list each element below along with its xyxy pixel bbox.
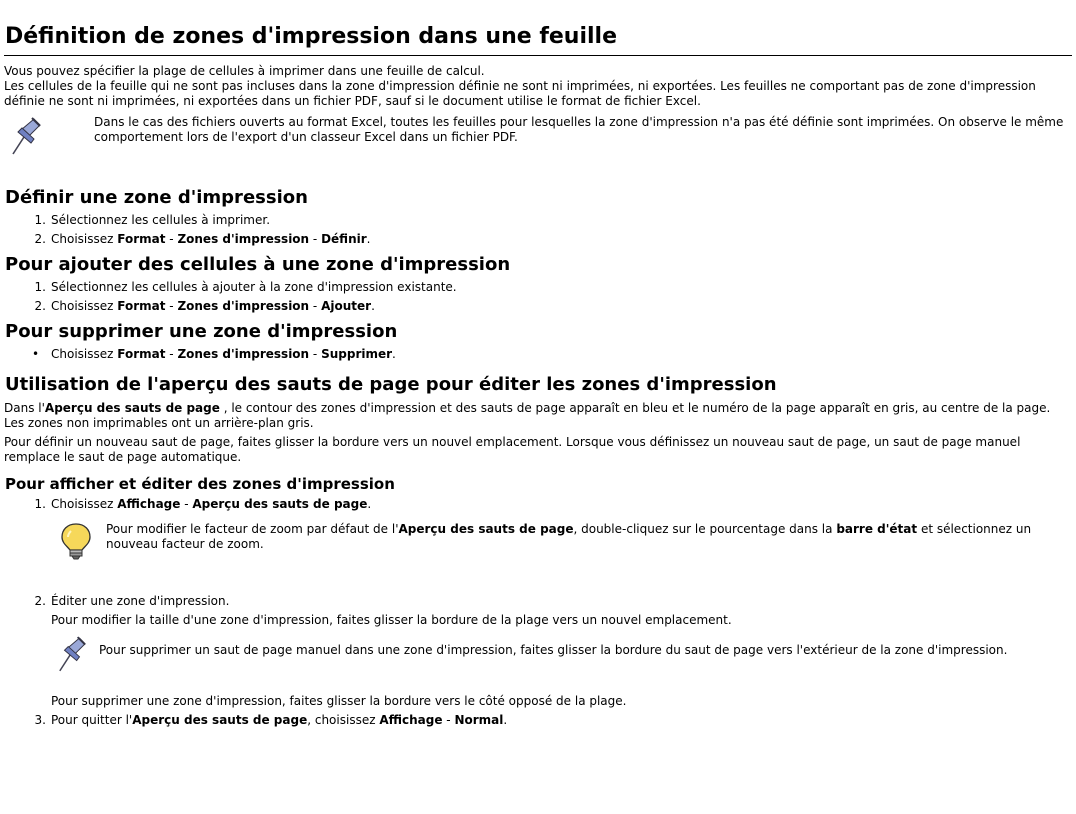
lightbulb-icon: [59, 521, 106, 565]
bold-term: Aperçu des sauts de page: [398, 522, 574, 536]
pushpin-icon: [4, 115, 94, 161]
menu-print-ranges: Zones d'impression: [177, 347, 310, 361]
steps-list: [4, 347, 1072, 362]
page-title: Définition de zones d'impression dans une feuille: [4, 0, 1072, 56]
section-heading-remove: Pour supprimer une zone d'impression: [5, 321, 398, 342]
tip-suffix: et sélectionnez un nouveau facteur de zoom.: [106, 522, 1032, 551]
menu-separator: -: [165, 232, 178, 246]
menu-normal: Normal: [454, 713, 504, 727]
step-text: Sélectionnez les cellules à imprimer.: [51, 213, 271, 227]
menu-print-ranges: Zones d'impression: [177, 299, 310, 313]
step-prefix: Choisissez: [51, 497, 118, 511]
section-heading-edit: Pour afficher et éditer des zones d'impression: [5, 475, 395, 493]
list-item: [4, 497, 1072, 565]
pushpin-icon: [57, 633, 99, 679]
steps-list: [4, 280, 1072, 314]
note-box: [57, 633, 1072, 679]
menu-separator: -: [180, 497, 193, 511]
section-heading-preview: Utilisation de l'aperçu des sauts de page pour éditer les zones d'impression: [5, 374, 777, 395]
tip-box: [59, 521, 1072, 565]
step-number: 1.: [34, 280, 46, 294]
bullet: •: [32, 347, 40, 361]
bold-term: Aperçu des sauts de page: [44, 401, 220, 415]
menu-view: Affichage: [379, 713, 443, 727]
period: .: [392, 347, 396, 361]
menu-separator: -: [165, 299, 178, 313]
text-suffix: , le contour des zones d'impression et des sauts de page apparaît en bleu et le numéro de la page apparaît en gris, au centre de la page. Les zones non imprimables ont un arrière-plan gris.: [4, 401, 1051, 430]
step-number: 1.: [34, 497, 46, 511]
list-item: [4, 594, 1072, 709]
step-text: Éditer une zone d'impression.: [51, 594, 230, 608]
step-number: 2.: [34, 299, 46, 313]
intro-paragraph: Les cellules de la feuille qui ne sont pas incluses dans la zone d'impression définie ne sont ni imprimées, ni exportées. Les feuilles ne comportant pas de zone d'impression définie ne sont ni imprimées, ni exportées dans un fichier PDF, sauf si le document utilise le format de fichier Excel.: [4, 79, 1036, 108]
menu-delete: Supprimer: [321, 347, 393, 361]
menu-print-ranges: Zones d'impression: [177, 232, 310, 246]
menu-format: Format: [117, 347, 166, 361]
period: .: [367, 497, 372, 511]
preview-paragraph: [4, 401, 1072, 431]
section-heading-define: Définir une zone d'impression: [5, 187, 308, 208]
list-item: [4, 347, 1072, 362]
menu-separator: -: [309, 299, 322, 313]
menu-define: Définir: [321, 232, 367, 246]
period: .: [366, 232, 371, 246]
list-item: [4, 232, 1072, 247]
step-detail: Pour modifier la taille d'une zone d'impression, faites glisser la bordure de la plage vers un nouvel emplacement.: [51, 613, 732, 627]
list-item: [4, 213, 1072, 228]
step-number: 2.: [34, 232, 46, 246]
menu-view: Affichage: [117, 497, 181, 511]
tip-middle: , double-cliquez sur le pourcentage dans la: [573, 522, 837, 536]
menu-page-break-preview: Aperçu des sauts de page: [192, 497, 368, 511]
step-number: 3.: [34, 713, 46, 727]
step-prefix: Choisissez: [51, 232, 118, 246]
tip-prefix: Pour modifier le facteur de zoom par défaut de l': [106, 522, 399, 536]
menu-format: Format: [117, 299, 166, 313]
intro-paragraph: Vous pouvez spécifier la plage de cellules à imprimer dans une feuille de calcul.: [4, 64, 485, 78]
text-prefix: Dans l': [4, 401, 45, 415]
note-text: Pour supprimer un saut de page manuel dans une zone d'impression, faites glisser la bordure du saut de page vers l'extérieur de la zone d'impression.: [99, 643, 1008, 657]
step-middle: , choisissez: [307, 713, 380, 727]
list-item: [4, 299, 1072, 314]
steps-list: [4, 213, 1072, 247]
step-number: 1.: [34, 213, 46, 227]
note-box: [4, 115, 1072, 161]
list-item: [4, 713, 1072, 728]
step-prefix: Choisissez: [51, 299, 118, 313]
menu-separator: -: [442, 713, 455, 727]
bold-term: Aperçu des sauts de page: [132, 713, 308, 727]
bold-term: barre d'état: [836, 522, 918, 536]
period: .: [503, 713, 508, 727]
step-number: 2.: [34, 594, 46, 608]
steps-list: [4, 497, 1072, 728]
menu-add: Ajouter: [321, 299, 372, 313]
step-prefix: Pour quitter l': [51, 713, 133, 727]
tip-text: [106, 521, 1072, 552]
note-text: Dans le cas des fichiers ouverts au format Excel, toutes les feuilles pour lesquelles la zone d'impression n'a pas été définie sont imprimées. On observe le même comportement lors de l'export d'un classeur Excel dans un fichier PDF.: [94, 115, 1064, 144]
menu-separator: -: [165, 347, 178, 361]
list-item: [4, 280, 1072, 295]
menu-separator: -: [309, 232, 322, 246]
period: .: [371, 299, 375, 313]
menu-format: Format: [117, 232, 166, 246]
step-prefix: Choisissez: [51, 347, 118, 361]
section-heading-add: Pour ajouter des cellules à une zone d'impression: [5, 254, 511, 275]
menu-separator: -: [309, 347, 322, 361]
preview-paragraph: Pour définir un nouveau saut de page, faites glisser la bordure vers un nouvel emplacement. Lorsque vous définissez un nouveau saut de page, un saut de page manuel remplace le saut de page automatique.: [4, 435, 1021, 464]
step-text: Sélectionnez les cellules à ajouter à la zone d'impression existante.: [51, 280, 457, 294]
step-detail: Pour supprimer une zone d'impression, faites glisser la bordure vers le côté opposé de la plage.: [51, 694, 627, 708]
